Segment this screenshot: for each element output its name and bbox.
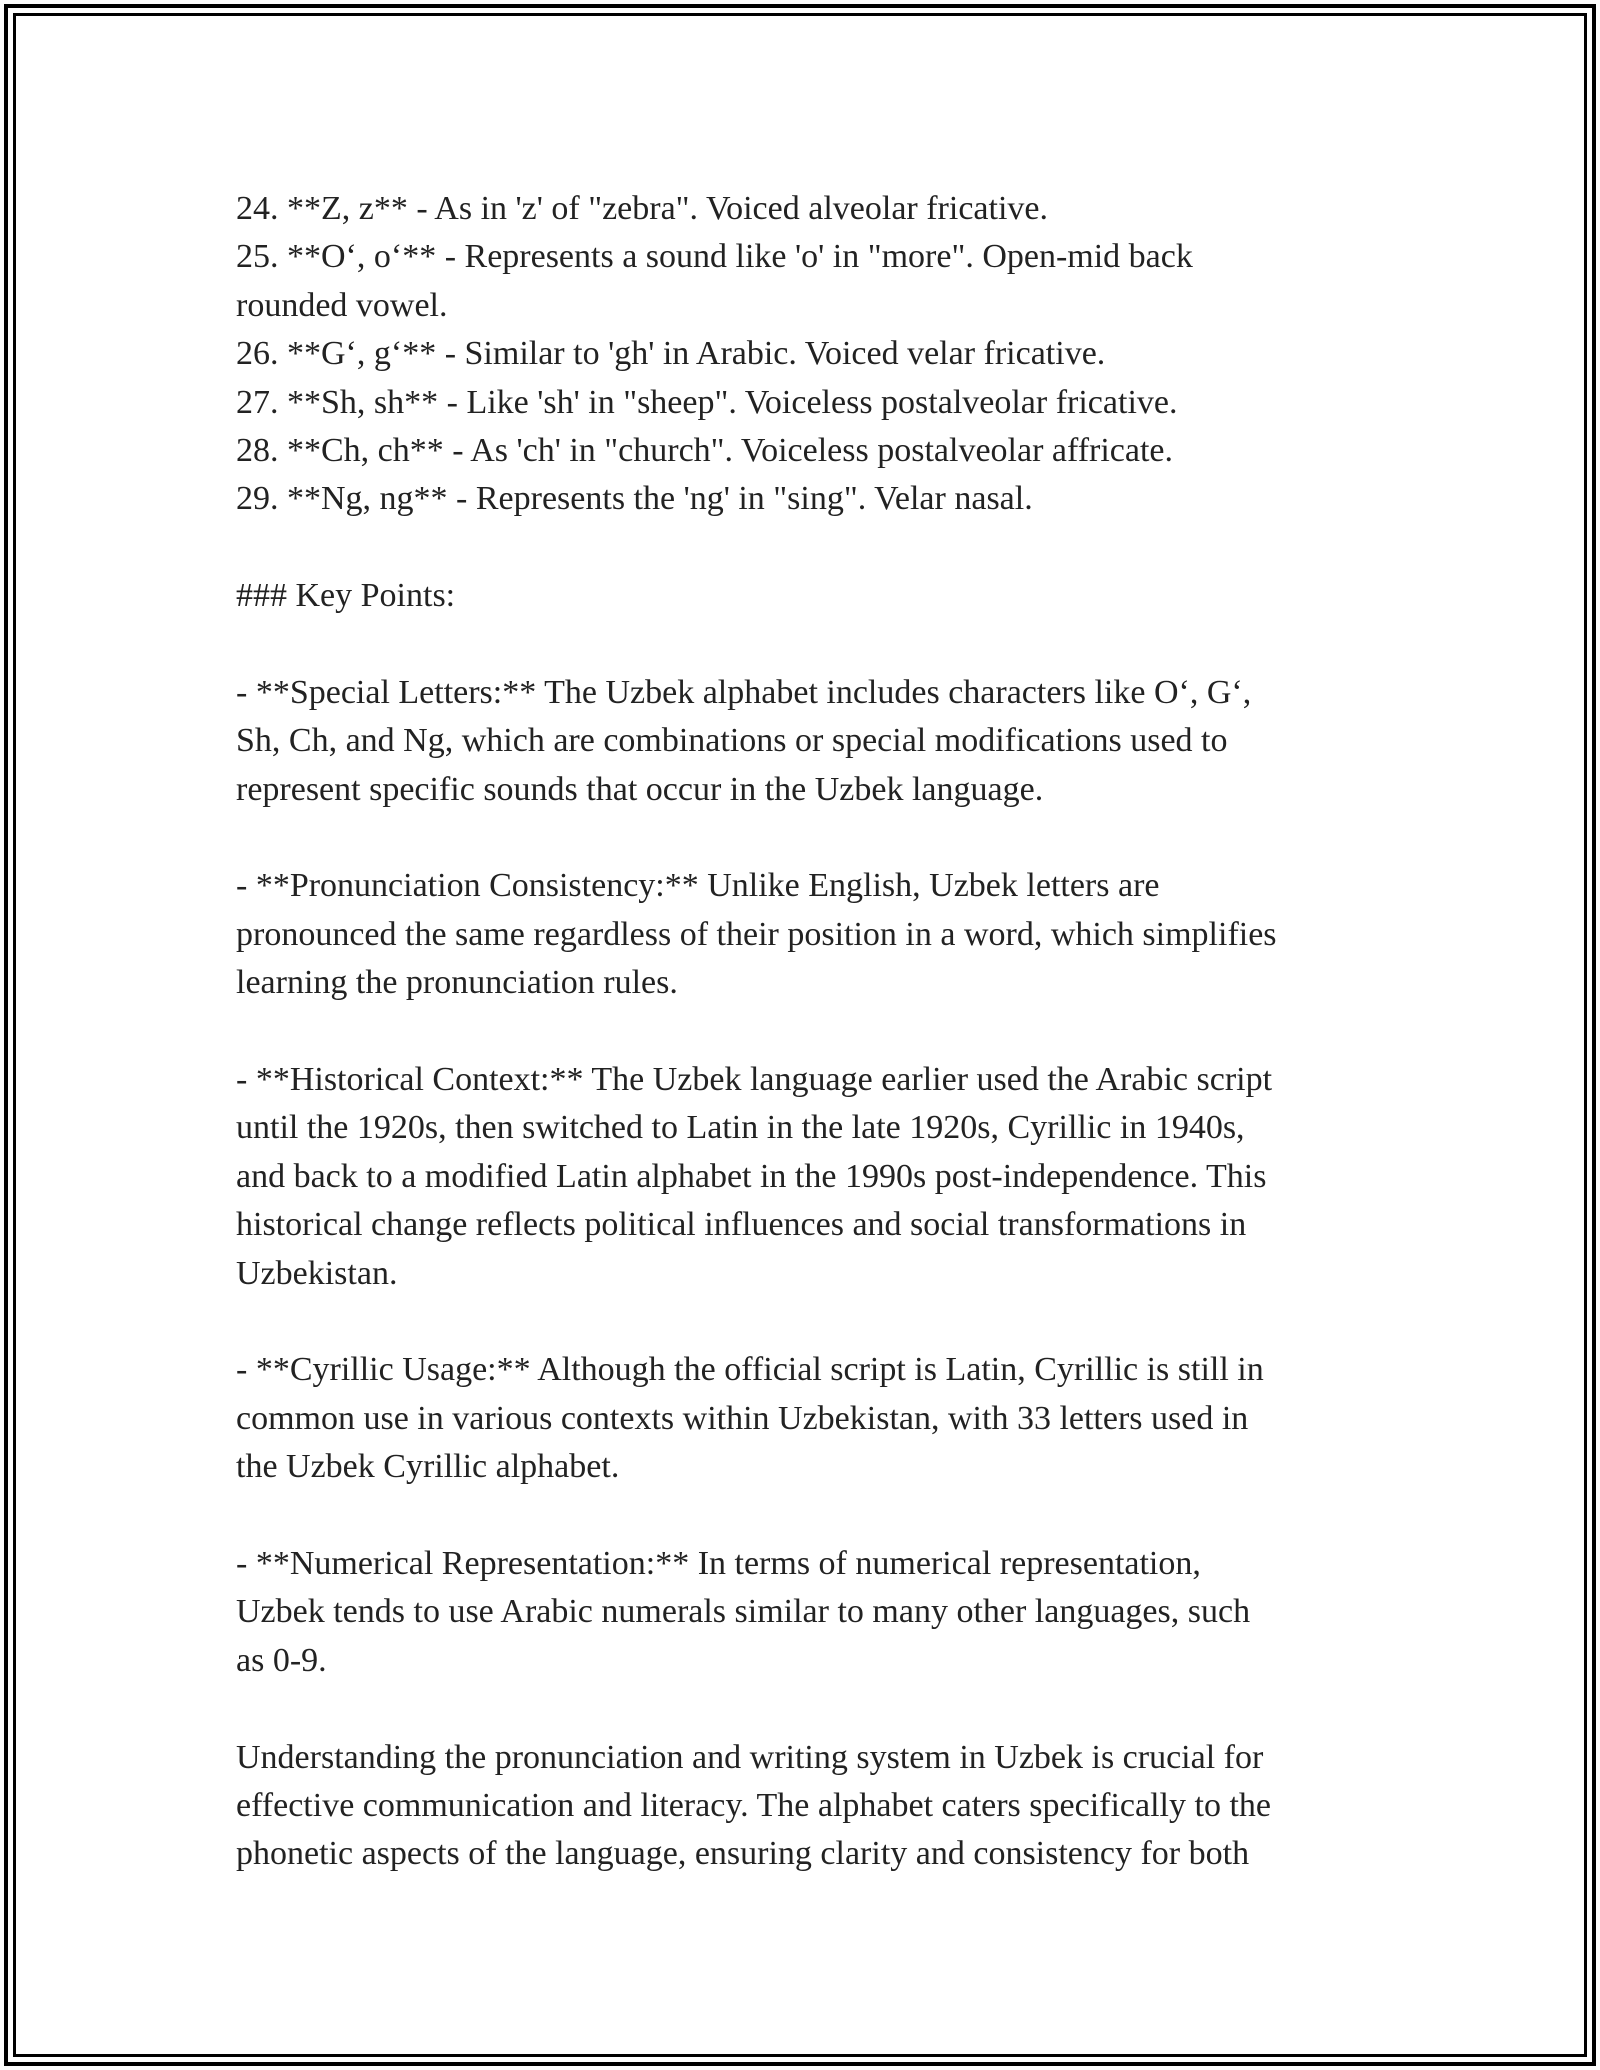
text-line: historical change reflects political influences and social transformations in — [236, 1206, 1247, 1244]
document-body — [236, 185, 1376, 1879]
text-line: until the 1920s, then switched to Latin in the late 1920s, Cyrillic in 1940s, — [236, 1109, 1245, 1147]
text-line: effective communication and literacy. The alphabet caters specifically to the — [236, 1786, 1271, 1824]
paragraph-gap — [236, 814, 1376, 862]
text-line: Understanding the pronunciation and writing system in Uzbek is crucial for — [236, 1738, 1264, 1776]
list-item — [236, 427, 1376, 475]
text-line: as 0-9. — [236, 1641, 327, 1679]
text-line: and back to a modified Latin alphabet in the 1990s post-independence. This — [236, 1157, 1267, 1195]
text-line: the Uzbek Cyrillic alphabet. — [236, 1448, 620, 1486]
paragraph-gap — [236, 1298, 1376, 1346]
text-line: common use in various contexts within Uzbekistan, with 33 letters used in — [236, 1399, 1249, 1437]
conclusion-paragraph — [236, 1734, 1376, 1879]
key-point-historical-context — [236, 1056, 1376, 1298]
text-line: learning the pronunciation rules. — [236, 964, 678, 1002]
text-line: phonetic aspects of the language, ensuring clarity and consistency for both — [236, 1835, 1250, 1873]
list-item — [236, 233, 1376, 330]
paragraph-gap — [236, 1685, 1376, 1733]
text-line: - **Numerical Representation:** In terms of numerical representation, — [236, 1544, 1201, 1582]
text-line: Uzbek tends to use Arabic numerals similar to many other languages, such — [236, 1593, 1251, 1631]
list-item — [236, 330, 1376, 378]
text-line: - **Cyrillic Usage:** Although the official script is Latin, Cyrillic is still in — [236, 1351, 1264, 1389]
text-line: 28. **Ch, ch** - As 'ch' in "church". Voiceless postalveolar affricate. — [236, 431, 1174, 469]
text-line: represent specific sounds that occur in the Uzbek language. — [236, 770, 1044, 808]
text-line: 26. **G‘, g‘** - Similar to 'gh' in Arabic. Voiced velar fricative. — [236, 335, 1106, 373]
key-point-numerical-representation — [236, 1540, 1376, 1685]
paragraph-gap — [236, 1492, 1376, 1540]
text-line: 27. **Sh, sh** - Like 'sh' in "sheep". Voiceless postalveolar fricative. — [236, 383, 1178, 421]
key-point-pronunciation — [236, 862, 1376, 1007]
text-line: Sh, Ch, and Ng, which are combinations or special modifications used to — [236, 722, 1228, 760]
list-item — [236, 379, 1376, 427]
text-line: - **Special Letters:** The Uzbek alphabet includes characters like O‘, G‘, — [236, 673, 1252, 711]
section-heading: ### Key Points: — [236, 577, 456, 615]
text-line: 25. **O‘, o‘** - Represents a sound like 'o' in "more". Open-mid back — [236, 238, 1193, 276]
text-line: 29. **Ng, ng** - Represents the 'ng' in "sing". Velar nasal. — [236, 480, 1033, 518]
text-line: pronounced the same regardless of their position in a word, which simplifies — [236, 915, 1277, 953]
paragraph-gap — [236, 524, 1376, 572]
list-item — [236, 185, 1376, 233]
alphabet-list — [236, 185, 1376, 524]
text-line: 24. **Z, z** - As in 'z' of "zebra". Voiced alveolar fricative. — [236, 190, 1048, 227]
paragraph-gap — [236, 1008, 1376, 1056]
text-line: - **Historical Context:** The Uzbek language earlier used the Arabic script — [236, 1061, 1273, 1099]
text-line: - **Pronunciation Consistency:** Unlike English, Uzbek letters are — [236, 867, 1160, 905]
key-point-special-letters — [236, 669, 1376, 814]
list-item — [236, 475, 1376, 523]
text-line: Uzbekistan. — [236, 1254, 398, 1292]
text-line: rounded vowel. — [236, 286, 448, 324]
key-point-cyrillic-usage — [236, 1346, 1376, 1491]
paragraph-gap — [236, 621, 1376, 669]
